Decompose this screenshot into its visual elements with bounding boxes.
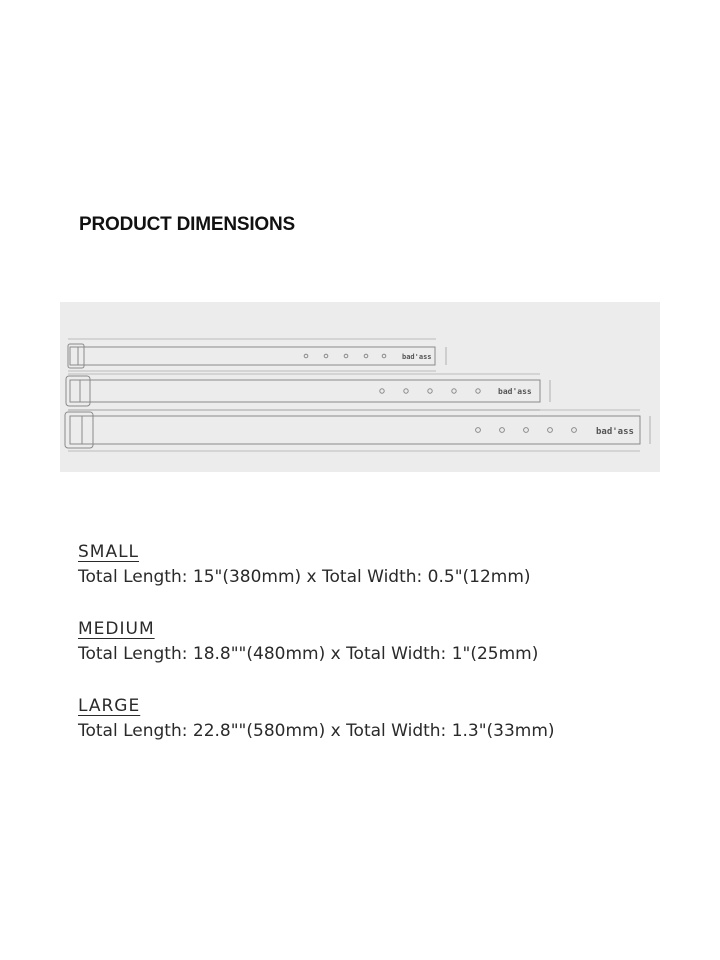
size-spec: Total Length: 18.8""(480mm) x Total Width: 1"(25mm) <box>78 644 539 664</box>
medium-strap <box>70 380 540 402</box>
large-hole <box>572 428 577 433</box>
medium-hole <box>476 389 480 393</box>
small-hole <box>364 354 368 358</box>
size-name: MEDIUM <box>78 619 155 639</box>
size-item-medium <box>78 617 698 667</box>
large-hole <box>524 428 529 433</box>
medium-brand-mark: bad'ass <box>498 387 532 396</box>
small-hole <box>344 354 348 358</box>
medium-hole <box>452 389 456 393</box>
belt-diagram-svg <box>60 302 660 472</box>
small-hole <box>304 354 308 358</box>
large-strap <box>70 416 640 444</box>
medium-hole <box>380 389 384 393</box>
belt-medium <box>66 374 550 410</box>
page-title: PRODUCT DIMENSIONS <box>79 214 295 235</box>
large-buckle <box>65 412 93 448</box>
belt-large <box>65 410 650 451</box>
large-hole <box>500 428 505 433</box>
small-strap <box>70 347 435 365</box>
small-hole <box>324 354 328 358</box>
size-name: LARGE <box>78 696 141 716</box>
belt-small <box>68 339 446 371</box>
belt-dimensions-diagram <box>60 302 660 472</box>
size-name: SMALL <box>78 542 140 562</box>
size-item-large <box>78 694 698 744</box>
medium-hole <box>428 389 432 393</box>
medium-hole <box>404 389 408 393</box>
small-brand-mark: bad'ass <box>402 353 432 361</box>
large-hole <box>476 428 481 433</box>
large-brand-mark: bad'ass <box>596 427 634 437</box>
small-hole <box>382 354 386 358</box>
size-spec: Total Length: 22.8""(580mm) x Total Width: 1.3"(33mm) <box>78 721 555 741</box>
large-hole <box>548 428 553 433</box>
size-item-small <box>78 540 698 590</box>
size-list <box>78 540 698 771</box>
size-spec: Total Length: 15"(380mm) x Total Width: 0.5"(12mm) <box>78 567 531 587</box>
